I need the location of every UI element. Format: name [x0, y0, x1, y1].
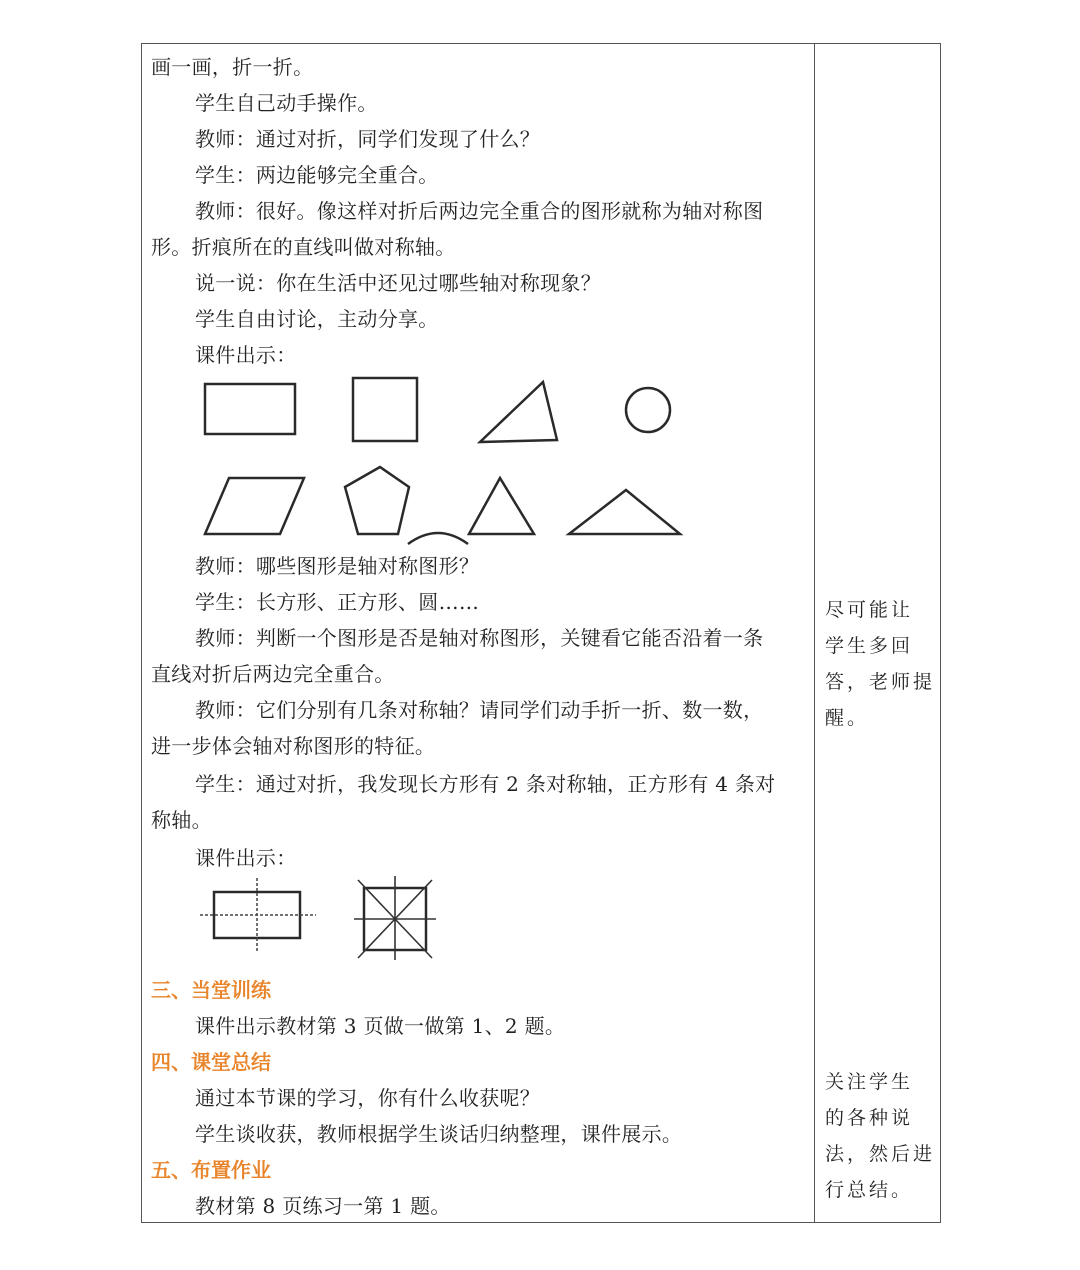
axes-figure [196, 872, 446, 962]
lesson-line: 教师：哪些图形是轴对称图形？ [195, 554, 480, 578]
lesson-line: 直线对折后两边完全重合。 [151, 662, 395, 686]
note-line: 法，然后进 [825, 1143, 936, 1165]
triangle-shape [469, 478, 534, 534]
lesson-line: 课件出示： [195, 846, 297, 870]
lesson-line: 形。折痕所在的直线叫做对称轴。 [151, 235, 456, 259]
lesson-line: 教师：它们分别有几条对称轴？请同学们动手折一折、数一数， [195, 698, 764, 722]
lesson-line: 称轴。 [151, 808, 212, 832]
note-line: 关注学生 [825, 1071, 914, 1093]
note-line: 行总结。 [825, 1179, 914, 1201]
section-heading: 五、布置作业 [151, 1158, 271, 1182]
note-line: 醒。 [825, 707, 870, 729]
section-heading: 三、当堂训练 [151, 978, 271, 1002]
pentagon-shape [345, 467, 409, 534]
arc-shape [408, 533, 468, 544]
lesson-line: 学生谈收获，教师根据学生谈话归纳整理，课件展示。 [195, 1122, 683, 1146]
circle-shape [626, 388, 670, 432]
column-divider [814, 43, 815, 1223]
lesson-line: 学生：通过对折，我发现长方形有 2 条对称轴，正方形有 4 条对 [195, 772, 776, 796]
note-line: 学生多回 [825, 635, 914, 657]
lesson-line: 通过本节课的学习，你有什么收获呢？ [195, 1086, 541, 1110]
lesson-line: 教师：很好。像这样对折后两边完全重合的图形就称为轴对称图 [195, 199, 764, 223]
lesson-line: 教师：通过对折，同学们发现了什么？ [195, 127, 541, 151]
section-heading: 四、课堂总结 [151, 1050, 271, 1074]
lesson-line: 进一步体会轴对称图形的特征。 [151, 734, 436, 758]
parallelogram-shape [205, 478, 304, 534]
lesson-line: 学生：两边能够完全重合。 [195, 163, 439, 187]
note-line: 答，老师提 [825, 671, 936, 693]
triangle-shape [569, 490, 680, 534]
lesson-line: 教师：判断一个图形是否是轴对称图形，关键看它能否沿着一条 [195, 626, 764, 650]
lesson-line: 课件出示教材第 3 页做一做第 1、2 题。 [195, 1014, 566, 1038]
triangle-shape [480, 382, 557, 442]
shapes-figure [193, 372, 693, 547]
lesson-line: 学生：长方形、正方形、圆…… [195, 590, 480, 614]
lesson-line: 学生自己动手操作。 [195, 91, 378, 115]
lesson-line: 画一画，折一折。 [151, 55, 314, 79]
lesson-line: 教材第 8 页练习一第 1 题。 [195, 1194, 451, 1218]
note-line: 尽可能让 [825, 599, 914, 621]
square-shape [353, 378, 417, 441]
lesson-line: 说一说：你在生活中还见过哪些轴对称现象？ [195, 271, 601, 295]
rectangle-shape [205, 384, 295, 434]
lesson-line: 课件出示： [195, 343, 297, 367]
note-line: 的各种说 [825, 1107, 914, 1129]
lesson-line: 学生自由讨论，主动分享。 [195, 307, 439, 331]
